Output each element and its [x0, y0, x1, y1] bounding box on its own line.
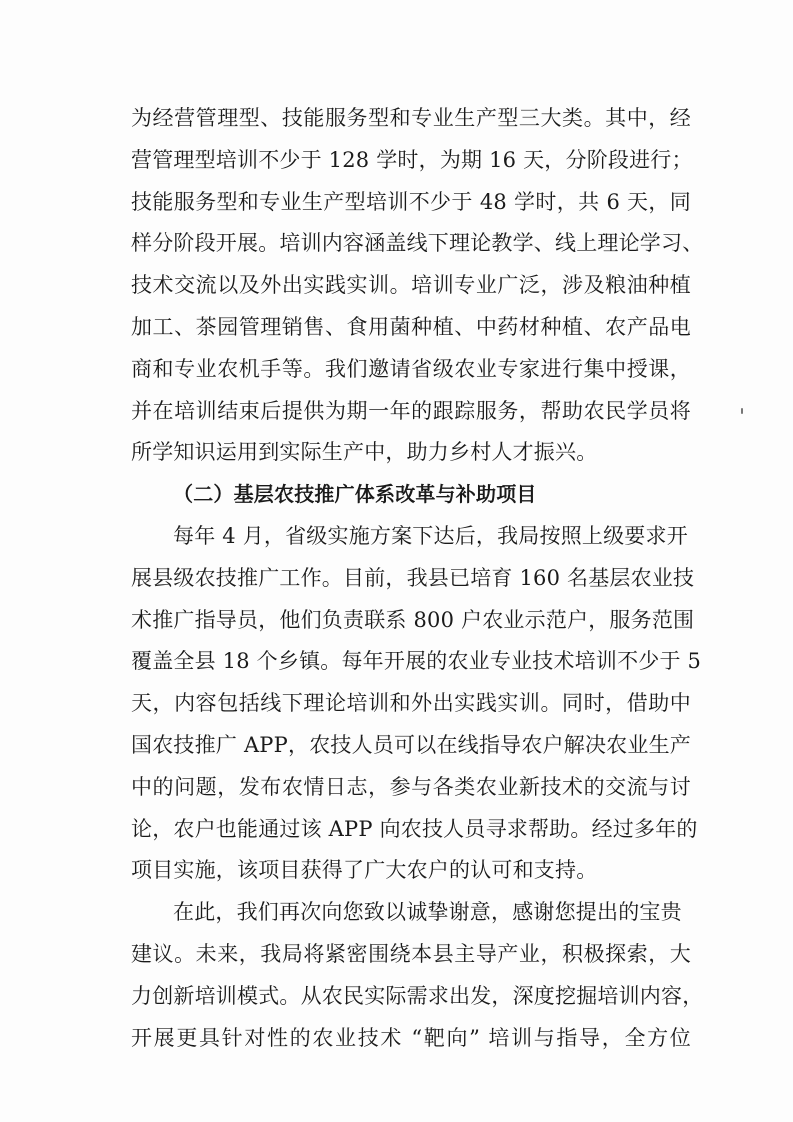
- text-line: 样分阶段开展。培训内容涵盖线下理论教学、线上理论学习、: [131, 231, 704, 256]
- paragraph-first-line: 在此，我们再次向您致以诚挚谢意，感谢您提出的宝贵: [173, 900, 682, 925]
- text-line: 中的问题，发布农情日志，参与各类农业新技术的交流与讨: [131, 774, 691, 799]
- text-line: 技能服务型和专业生产型培训不少于 48 学时，共 6 天，同: [131, 189, 691, 214]
- scan-speck: [741, 408, 743, 414]
- text-line: 为经营管理型、技能服务型和专业生产型三大类。其中，经: [131, 106, 691, 130]
- text-line: 术推广指导员，他们负责联系 800 户农业示范户，服务范围: [131, 607, 695, 632]
- text-line: 力创新培训模式。从农民实际需求出发，深度挖掘培训内容，: [131, 983, 704, 1008]
- paragraph-last-line: 所学知识运用到实际生产中，助力乡村人才振兴。: [131, 440, 598, 465]
- text-line: 覆盖全县 18 个乡镇。每年开展的农业专业技术培训不少于 5: [131, 649, 702, 674]
- body-text: [131, 98, 704, 1059]
- text-line: 开展更具针对性的农业技术 “靶向” 培训与指导，全方位: [131, 1025, 691, 1050]
- text-line: 展县级农技推广工作。目前，我县已培育 160 名基层农业技: [131, 565, 695, 590]
- text-line: 商和专业农机手等。我们邀请省级农业专家进行集中授课，: [131, 356, 691, 381]
- text-line: 营管理型培训不少于 128 学时，为期 16 天，分阶段进行；: [131, 147, 693, 172]
- section-heading: （二）基层农技推广体系改革与补助项目: [173, 482, 537, 507]
- text-line: 论，农户也能通过该 APP 向农技人员寻求帮助。经过多年的: [131, 816, 698, 841]
- text-line: 天，内容包括线下理论培训和外出实践实训。同时，借助中: [131, 691, 691, 716]
- paragraph-last-line: 项目实施，该项目获得了广大农户的认可和支持。: [131, 858, 598, 883]
- text-line: 建议。未来，我局将紧密围绕本县主导产业，积极探索，大: [131, 941, 691, 966]
- paragraph-first-line: 每年 4 月，省级实施方案下达后，我局按照上级要求开: [173, 523, 688, 548]
- text-line: 技术交流以及外出实践实训。培训专业广泛，涉及粮油种植: [131, 273, 691, 298]
- text-line: 并在培训结束后提供为期一年的跟踪服务，帮助农民学员将: [131, 398, 691, 423]
- text-line: 国农技推广 APP，农技人员可以在线指导农户解决农业生产: [131, 732, 691, 757]
- text-line: 加工、茶园管理销售、食用菌种植、中药材种植、农产品电: [131, 314, 691, 339]
